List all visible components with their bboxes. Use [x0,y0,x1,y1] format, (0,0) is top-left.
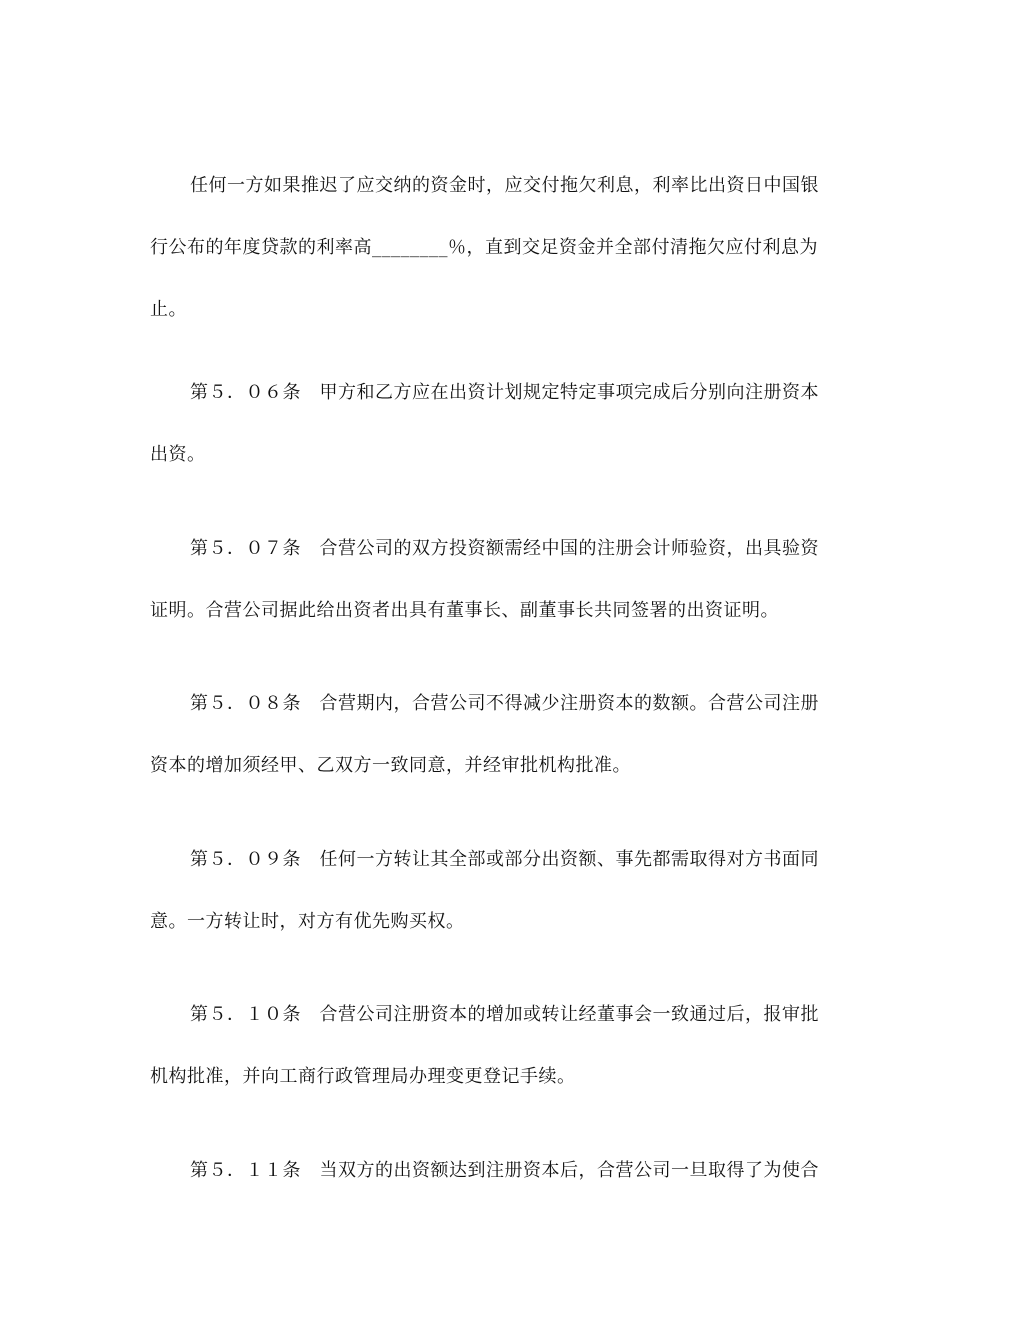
paragraph-line: 机构批准，并向工商行政管理局办理变更登记手续。 [150,1066,576,1087]
paragraph-line: 第５．１１条 当双方的出资额达到注册资本后，合营公司一旦取得了为使合 [190,1160,819,1181]
paragraph-line: 第５．０９条 任何一方转让其全部或部分出资额、事先都需取得对方书面同 [190,849,819,870]
paragraph-line: 意。一方转让时，对方有优先购买权。 [150,911,465,932]
paragraph-line: 第５．０６条 甲方和乙方应在出资计划规定特定事项完成后分别向注册资本 [190,382,819,403]
paragraph-line: 任何一方如果推迟了应交纳的资金时，应交付拖欠利息，利率比出资日中国银 [190,175,819,196]
article-5-07 [150,518,870,642]
paragraph-line: 第５．０７条 合营公司的双方投资额需经中国的注册会计师验资，出具验资 [190,538,819,559]
paragraph-line: 第５．１０条 合营公司注册资本的增加或转让经董事会一致通过后，报审批 [190,1004,819,1025]
article-5-11 [150,1140,870,1202]
paragraph-line: 第５．０８条 合营期内，合营公司不得减少注册资本的数额。合营公司注册 [190,693,819,714]
paragraph-line: 止。 [150,299,187,320]
paragraph-line: 行公布的年度贷款的利率高________％，直到交足资金并全部付清拖欠应付利息为 [150,237,818,258]
paragraph-line: 资本的增加须经甲、乙双方一致同意，并经审批机构批准。 [150,755,631,776]
article-5-06 [150,362,870,486]
article-5-10 [150,984,870,1108]
article-5-08 [150,673,870,797]
article-5-09 [150,829,870,953]
paragraph-late-payment-interest [150,155,870,341]
paragraph-line: 证明。合营公司据此给出资者出具有董事长、副董事长共同签署的出资证明。 [150,600,779,621]
paragraph-line: 出资。 [150,444,206,465]
